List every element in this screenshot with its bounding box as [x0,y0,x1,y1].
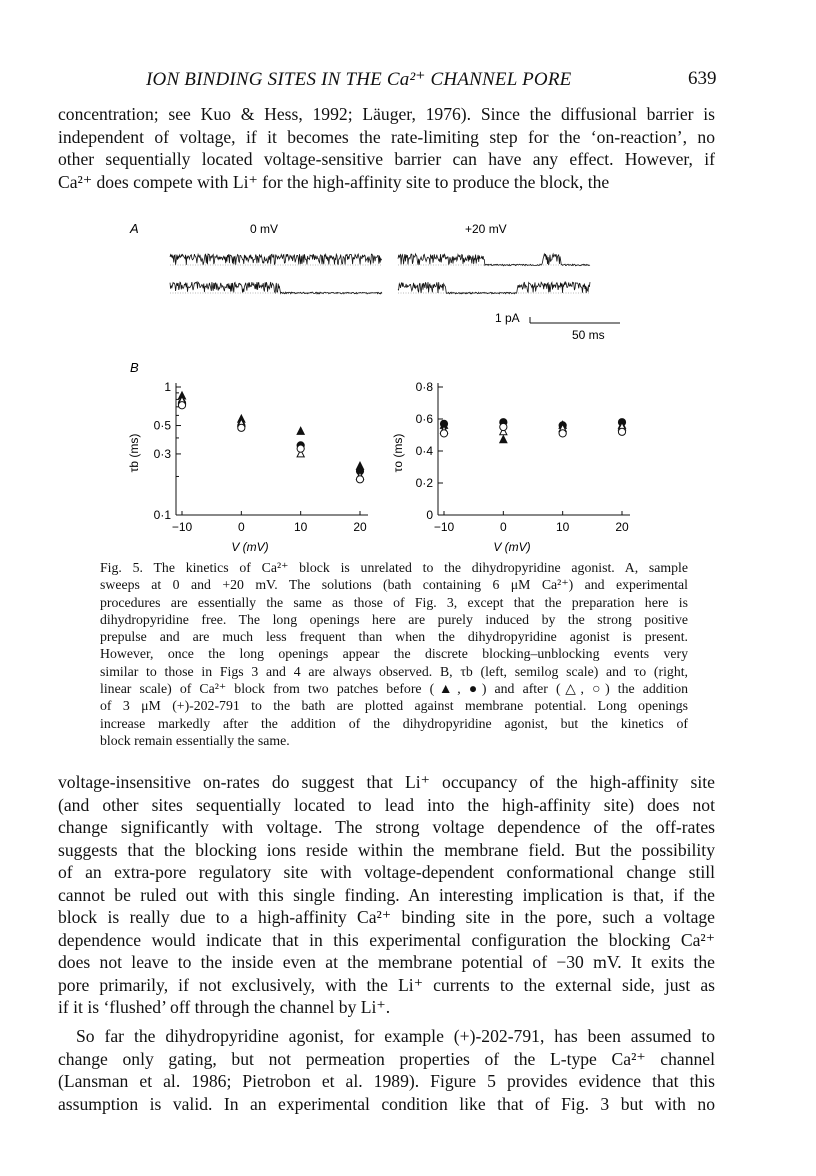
current-trace [170,282,382,294]
text-line: suggests that the blocking ions reside within the membrane field. But the possibility [58,839,715,860]
text-line: if it is ‘flushed’ off through the channel by Li⁺. [58,997,391,1017]
data-point-open-circle [178,402,185,409]
right-ticks [416,380,629,534]
text-line: independent of voltage, if it becomes the rate-limiting step for the ‘on-reaction’, no [58,126,715,147]
text-line: assumption is valid. In an experimental condition like that of Fig. 3 but with no [58,1093,715,1114]
x-tick-label: 10 [555,520,570,534]
data-point-open-circle [238,424,245,431]
caption-line: procedures are essentially the same as those of Fig. 3, except that the preparation here is [100,594,688,610]
text-line: pore primarily, if not exclusively, with the Li⁺ currents to the external side, just as [58,974,715,995]
caption-line: However, once the long openings appear the discrete blocking–unblocking events very [100,646,688,662]
caption-line: block remain essentially the same. [100,732,290,748]
scale-time-label: 50 ms [572,328,605,342]
current-trace [170,254,382,265]
page-number: 639 [688,68,717,89]
right-x-axis-label: V (mV) [493,540,531,554]
current-trace [398,254,590,266]
chart-tau-b [127,380,368,554]
data-point-open-circle [559,430,566,437]
caption-line: of 3 μM (+)-202-791 to the bath are plotted against membrane potential. Long openings [100,698,688,714]
x-tick-label: −10 [433,520,455,534]
text-line: other sequentially located voltage-sensitive barrier can have any effect. However, if [58,149,715,169]
y-tick-label: 0·8 [415,380,433,394]
y-tick-label: 0·6 [415,412,433,426]
paragraph-bottom [58,1025,715,1115]
left-x-axis-label: V (mV) [231,540,269,554]
right-points [440,419,625,443]
paragraph-middle [58,771,715,1019]
caption-line: increase markedly after the addition of the dihydropyridine agonist, but the kinetics of [100,715,688,731]
text-line: (Lansman et al. 1986; Pietrobon et al. 1989). Figure 5 provides evidence that this [58,1071,715,1091]
text-line: block is really due to a high-affinity Ca²⁺ binding site in the pore, such a voltage [58,907,715,927]
text-line: So far the dihydropyridine agonist, for example (+)-202-791, has been assumed to [76,1026,715,1046]
figure-svg [120,215,660,555]
scale-current-label: 1 pA [495,311,520,325]
panel-a-label: A [130,221,139,236]
page-header [0,68,816,94]
data-point-open-circle [440,430,447,437]
data-point-filled-triangle [500,436,507,443]
y-tick-label: 0·5 [153,418,171,433]
y-tick-label: 0·1 [153,508,171,522]
y-tick-label: 0·3 [153,446,171,461]
text-line: concentration; see Kuo & Hess, 1992; Läuger, 1976). Since the diffusional barrier is [58,104,715,124]
text-line: change only gating, but not permeation properties of the L-type Ca²⁺ channel [58,1048,715,1069]
x-tick-label: 20 [615,520,629,534]
caption-line: Fig. 5. The kinetics of Ca²⁺ block is unrelated to the dihydropyridine agonist. A, sample [100,560,688,575]
data-point-open-circle [297,445,304,452]
data-point-filled-triangle [297,427,304,434]
x-tick-label: 0 [237,520,245,534]
y-tick-label: 0·2 [415,476,433,490]
caption-line: linear scale) of Ca²⁺ block from two patches before (▲, ●) and after (△, ○) the addition [100,681,688,697]
x-tick-label: −10 [171,520,193,534]
caption-line: sweeps at 0 and +20 mV. The solutions (bath containing 6 μM Ca²⁺) and experimental [100,577,688,593]
data-point-open-circle [356,476,363,483]
x-tick-label: 10 [293,520,308,534]
text-line: does not leave to the inside even at the membrane potential of −30 mV. It exits the [58,952,715,972]
x-tick-label: 20 [353,520,367,534]
running-title: ION BINDING SITES IN THE Ca²⁺ CHANNEL PORE [146,69,572,90]
text-line: of an extra-pore regulatory site with voltage-dependent conformational change still [58,862,715,882]
right-y-axis-label: τo (ms) [391,433,405,473]
figure-5 [120,215,660,555]
chart-tau-o [391,380,630,554]
left-points [178,392,363,483]
y-tick-label: 1 [164,380,171,394]
left-y-axis-label: τb (ms) [127,433,141,473]
trace-label-0mv: 0 mV [250,222,279,236]
text-line: dependence would indicate that in this experimental configuration the blocking Ca²⁺ [58,929,715,950]
text-line: voltage-insensitive on-rates do suggest that Li⁺ occupancy of the high-affinity site [58,772,715,792]
caption-line: prepulse and are much less frequent than when the dihydropyridine agonist is present. [100,629,688,645]
y-tick-label: 0·4 [415,444,433,458]
text-line: cannot be ruled out with this single finding. An interesting implication is that, if the [58,884,715,905]
current-trace [398,282,590,294]
data-point-open-circle [618,428,625,435]
figure-caption [100,559,688,749]
y-tick-label: 0 [426,508,433,522]
data-point-open-circle [500,423,507,430]
trace-label-20mv: +20 mV [465,222,507,236]
text-line: Ca²⁺ does compete with Li⁺ for the high-affinity site to produce the block, the [58,171,610,192]
paragraph-top [58,103,715,193]
text-line: (and other sites sequentially located to lead into the high-affinity site) does not [58,794,715,815]
caption-line: dihydropyridine free. The long openings here are purely induced by the strong positive [100,611,688,627]
x-tick-label: 0 [499,520,507,534]
caption-line: similar to those in Figs 3 and 4 are always observed. B, τb (left, semilog scale) and τo (right, [100,663,688,679]
text-line: change significantly with voltage. The strong voltage dependence of the off-rates [58,817,715,837]
current-traces [170,254,590,294]
panel-b-label: B [130,360,139,375]
